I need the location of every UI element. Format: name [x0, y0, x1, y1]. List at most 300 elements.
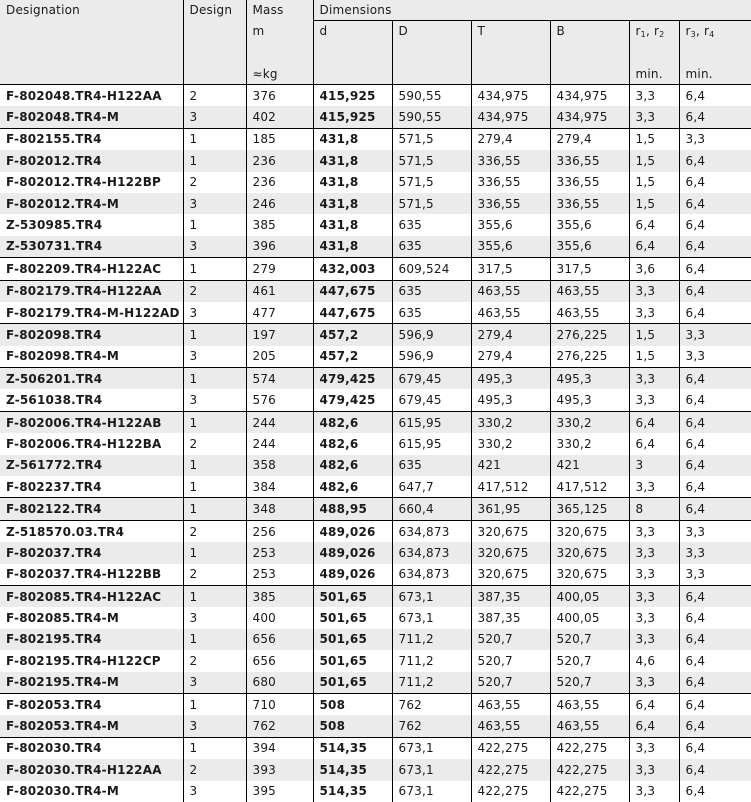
cell-designation: F-802085.TR4-H122AC: [0, 585, 183, 607]
cell-B: 336,55: [550, 150, 629, 171]
cell-designation: F-802237.TR4: [0, 476, 183, 498]
cell-r1-r2: 3,3: [629, 302, 679, 324]
cell-design: 2: [183, 85, 246, 107]
cell-designation: F-802085.TR4-M: [6, 611, 119, 626]
cell-designation: F-802006.TR4-H122AB: [0, 411, 183, 433]
cell-r1-r2: 3,3: [629, 476, 679, 498]
cell-r3-r4: 6,4: [679, 585, 751, 607]
header-D: D: [392, 21, 471, 42]
cell-d: 514,35: [313, 737, 392, 759]
cell-T: 355,6: [471, 236, 550, 258]
cell-design: 2: [183, 650, 246, 671]
header-r3-r4: $r_3$, $r_4$: [679, 21, 751, 42]
cell-T: 279,4: [471, 128, 550, 150]
cell-designation: Z-518570.03.TR4: [6, 524, 125, 539]
cell-design: 3: [183, 781, 246, 802]
cell-mass: 396: [246, 236, 313, 258]
cell-B: 463,55: [550, 302, 629, 324]
cell-T: 355,6: [471, 214, 550, 235]
cell-designation: F-802122.TR4: [0, 498, 183, 520]
cell-D: 762: [392, 693, 471, 715]
cell-r1-r2: 8: [629, 498, 679, 520]
cell-d: 489,026: [313, 520, 392, 542]
cell-B: 422,275: [550, 759, 629, 780]
cell-D: 673,1: [392, 607, 471, 628]
table-body: [0, 85, 751, 802]
cell-mass: 205: [246, 346, 313, 368]
cell-D: 711,2: [392, 672, 471, 694]
table-row: [0, 607, 751, 628]
cell-r1-r2: 1,5: [629, 346, 679, 368]
table-row: [0, 715, 751, 737]
cell-r3-r4: 6,4: [679, 781, 751, 802]
cell-r1-r2: 6,4: [629, 411, 679, 433]
cell-mass: 385: [246, 214, 313, 235]
cell-d: 447,675: [313, 280, 392, 302]
cell-design: 1: [183, 585, 246, 607]
table-row: [0, 498, 751, 520]
cell-B: 434,975: [550, 85, 629, 107]
table-row: [0, 236, 751, 258]
table-row: [0, 346, 751, 368]
cell-d: 514,35: [313, 759, 392, 780]
cell-designation: F-802037.TR4: [0, 542, 183, 563]
cell-D: 673,1: [392, 737, 471, 759]
cell-r1-r2: 6,4: [629, 715, 679, 737]
cell-design: 3: [183, 106, 246, 128]
cell-d: 457,2: [313, 346, 392, 368]
cell-designation: F-802012.TR4-M: [0, 193, 183, 214]
cell-r3-r4: 3,3: [679, 542, 751, 563]
cell-r3-r4: 6,4: [679, 258, 751, 280]
cell-B: 336,55: [550, 172, 629, 193]
cell-r3-r4: 6,4: [679, 106, 751, 128]
table-row: [0, 542, 751, 563]
cell-design: 1: [183, 368, 246, 390]
cell-design: 3: [183, 236, 246, 258]
cell-mass: 244: [246, 433, 313, 454]
table-row: [0, 150, 751, 171]
cell-design: 2: [183, 280, 246, 302]
cell-D: 609,524: [392, 258, 471, 280]
cell-mass: 710: [246, 693, 313, 715]
cell-B: 495,3: [550, 368, 629, 390]
cell-design: 3: [183, 346, 246, 368]
cell-designation: F-802030.TR4: [6, 741, 102, 756]
table-header: [0, 0, 751, 85]
cell-r3-r4: 6,4: [679, 214, 751, 235]
header-B: B: [550, 21, 629, 42]
cell-r1-r2: 3,3: [629, 520, 679, 542]
cell-d: 415,925: [313, 106, 392, 128]
cell-B: 320,675: [550, 520, 629, 542]
cell-D: 635: [392, 280, 471, 302]
cell-r3-r4: 6,4: [679, 389, 751, 411]
cell-r1-r2: 1,5: [629, 324, 679, 346]
cell-B: 434,975: [550, 106, 629, 128]
header-mass: Mass: [246, 0, 313, 21]
table-row: [0, 128, 751, 150]
cell-D: 596,9: [392, 346, 471, 368]
cell-design: 1: [183, 150, 246, 171]
cell-r3-r4: 6,4: [679, 629, 751, 650]
cell-B: 330,2: [550, 411, 629, 433]
header-T: T: [471, 21, 550, 42]
cell-d: 508: [313, 715, 392, 737]
cell-B: 365,125: [550, 498, 629, 520]
cell-r1-r2: 3,3: [629, 672, 679, 694]
cell-r3-r4: 6,4: [679, 85, 751, 107]
table-row: [0, 368, 751, 390]
cell-T: 520,7: [471, 629, 550, 650]
cell-r1-r2: 3,3: [629, 542, 679, 563]
cell-r1-r2: 3,3: [629, 737, 679, 759]
cell-designation: Z-506201.TR4: [0, 368, 183, 390]
header-r1-r2: $r_1$, $r_2$: [629, 21, 679, 42]
cell-designation: Z-561038.TR4: [0, 389, 183, 411]
cell-designation: F-802048.TR4-M: [0, 106, 183, 128]
header-r34-unit: min.: [679, 65, 751, 85]
cell-T: 520,7: [471, 650, 550, 671]
cell-T: 495,3: [471, 368, 550, 390]
cell-d: 501,65: [313, 607, 392, 628]
cell-designation: F-802195.TR4: [0, 629, 183, 650]
cell-B: 355,6: [550, 236, 629, 258]
cell-D: 571,5: [392, 150, 471, 171]
cell-design: 1: [183, 214, 246, 235]
table-row: [0, 85, 751, 107]
table-row: [0, 389, 751, 411]
cell-r1-r2: 3,3: [629, 607, 679, 628]
cell-design: 1: [183, 476, 246, 498]
cell-mass: 395: [246, 781, 313, 802]
cell-D: 635: [392, 455, 471, 476]
cell-mass: 358: [246, 455, 313, 476]
cell-T: 330,2: [471, 411, 550, 433]
header-design-cont: [183, 21, 246, 42]
cell-r3-r4: 6,4: [679, 411, 751, 433]
cell-r3-r4: 6,4: [679, 476, 751, 498]
cell-mass: 376: [246, 85, 313, 107]
table-row: [0, 433, 751, 454]
cell-D: 660,4: [392, 498, 471, 520]
cell-r1-r2: 1,5: [629, 193, 679, 214]
cell-mass: 385: [246, 585, 313, 607]
table-row: [0, 520, 751, 542]
cell-D: 679,45: [392, 368, 471, 390]
cell-d: 514,35: [313, 781, 392, 802]
cell-d: 415,925: [313, 85, 392, 107]
cell-D: 571,5: [392, 193, 471, 214]
cell-d: 482,6: [313, 433, 392, 454]
cell-mass: 393: [246, 759, 313, 780]
cell-design: 2: [183, 172, 246, 193]
table-row: [0, 411, 751, 433]
cell-d: 501,65: [313, 629, 392, 650]
table-row: [0, 737, 751, 759]
cell-d: 508: [313, 693, 392, 715]
cell-design: 3: [183, 672, 246, 694]
cell-designation: Z-561772.TR4: [0, 455, 183, 476]
cell-mass: 256: [246, 520, 313, 542]
cell-T: 422,275: [471, 781, 550, 802]
cell-D: 635: [392, 214, 471, 235]
cell-T: 463,55: [471, 280, 550, 302]
cell-r1-r2: 3,3: [629, 85, 679, 107]
cell-designation: F-802037.TR4-H122BB: [0, 564, 183, 586]
cell-r3-r4: 6,4: [679, 498, 751, 520]
cell-B: 400,05: [550, 585, 629, 607]
cell-D: 679,45: [392, 389, 471, 411]
cell-mass: 279: [246, 258, 313, 280]
cell-d: 482,6: [313, 411, 392, 433]
cell-d: 482,6: [313, 455, 392, 476]
table-row: [0, 455, 751, 476]
cell-T: 279,4: [471, 324, 550, 346]
cell-r3-r4: 6,4: [679, 672, 751, 694]
cell-design: 1: [183, 693, 246, 715]
cell-mass: 253: [246, 542, 313, 563]
cell-T: 317,5: [471, 258, 550, 280]
cell-design: 3: [183, 302, 246, 324]
cell-T: 434,975: [471, 85, 550, 107]
table-row: [0, 106, 751, 128]
cell-mass: 236: [246, 150, 313, 171]
cell-r3-r4: 3,3: [679, 128, 751, 150]
cell-D: 635: [392, 236, 471, 258]
cell-r1-r2: 6,4: [629, 236, 679, 258]
cell-T: 320,675: [471, 520, 550, 542]
cell-T: 421: [471, 455, 550, 476]
cell-designation: F-802012.TR4-H122BP: [6, 175, 162, 190]
header-designation-cont: [0, 21, 183, 42]
cell-mass: 461: [246, 280, 313, 302]
cell-design: 2: [183, 759, 246, 780]
cell-D: 634,873: [392, 564, 471, 586]
cell-T: 330,2: [471, 433, 550, 454]
cell-B: 422,275: [550, 781, 629, 802]
cell-D: 634,873: [392, 520, 471, 542]
cell-D: 673,1: [392, 759, 471, 780]
header-dimensions: Dimensions: [313, 0, 679, 21]
cell-r1-r2: 1,5: [629, 150, 679, 171]
cell-r3-r4: 6,4: [679, 193, 751, 214]
cell-T: 279,4: [471, 346, 550, 368]
cell-d: 431,8: [313, 236, 392, 258]
cell-r3-r4: 6,4: [679, 455, 751, 476]
cell-r1-r2: 3,3: [629, 106, 679, 128]
cell-T: 463,55: [471, 715, 550, 737]
cell-designation: F-802098.TR4-M: [0, 346, 183, 368]
cell-designation: F-802053.TR4: [6, 697, 102, 712]
cell-mass: 574: [246, 368, 313, 390]
cell-D: 571,5: [392, 128, 471, 150]
header-r12-unit: min.: [629, 65, 679, 85]
header-d: d: [313, 21, 392, 42]
cell-mass: 394: [246, 737, 313, 759]
cell-T: 463,55: [471, 302, 550, 324]
cell-mass: 246: [246, 193, 313, 214]
table-row: [0, 324, 751, 346]
cell-d: 489,026: [313, 542, 392, 563]
cell-d: 431,8: [313, 128, 392, 150]
cell-T: 417,512: [471, 476, 550, 498]
cell-design: 2: [183, 564, 246, 586]
cell-B: 320,675: [550, 542, 629, 563]
cell-d: 479,425: [313, 389, 392, 411]
cell-r3-r4: 6,4: [679, 693, 751, 715]
cell-D: 615,95: [392, 411, 471, 433]
cell-B: 330,2: [550, 433, 629, 454]
cell-r3-r4: 6,4: [679, 302, 751, 324]
cell-r3-r4: 3,3: [679, 564, 751, 586]
cell-designation: F-802195.TR4-H122CP: [6, 653, 161, 668]
cell-d: 501,65: [313, 585, 392, 607]
table-row: [0, 650, 751, 671]
cell-design: 1: [183, 258, 246, 280]
cell-D: 635: [392, 302, 471, 324]
cell-T: 387,35: [471, 607, 550, 628]
cell-T: 320,675: [471, 564, 550, 586]
cell-D: 615,95: [392, 433, 471, 454]
cell-d: 488,95: [313, 498, 392, 520]
cell-B: 520,7: [550, 650, 629, 671]
table-row: [0, 476, 751, 498]
cell-r3-r4: 6,4: [679, 759, 751, 780]
cell-r3-r4: 6,4: [679, 280, 751, 302]
cell-r3-r4: 6,4: [679, 368, 751, 390]
cell-designation: F-802030.TR4-M: [6, 784, 119, 799]
cell-designation: F-802048.TR4-H122AA: [6, 88, 162, 103]
cell-designation: F-802179.TR4-H122AA: [0, 280, 183, 302]
cell-mass: 680: [246, 672, 313, 694]
cell-B: 355,6: [550, 214, 629, 235]
cell-D: 673,1: [392, 585, 471, 607]
cell-r3-r4: 6,4: [679, 715, 751, 737]
cell-design: 1: [183, 498, 246, 520]
header-designation: Designation: [0, 0, 183, 21]
cell-r1-r2: 3,3: [629, 389, 679, 411]
cell-mass: 185: [246, 128, 313, 150]
table-row: [0, 193, 751, 214]
cell-T: 422,275: [471, 737, 550, 759]
cell-r1-r2: 3,3: [629, 564, 679, 586]
cell-r3-r4: 6,4: [679, 650, 751, 671]
cell-r3-r4: 6,4: [679, 607, 751, 628]
cell-mass: 477: [246, 302, 313, 324]
cell-T: 520,7: [471, 672, 550, 694]
cell-T: 320,675: [471, 542, 550, 563]
table-row: [0, 280, 751, 302]
table-row: [0, 781, 751, 802]
cell-mass: 348: [246, 498, 313, 520]
cell-B: 276,225: [550, 346, 629, 368]
cell-D: 634,873: [392, 542, 471, 563]
cell-D: 590,55: [392, 106, 471, 128]
cell-D: 647,7: [392, 476, 471, 498]
cell-mass: 762: [246, 715, 313, 737]
cell-r1-r2: 3,3: [629, 368, 679, 390]
cell-mass: 197: [246, 324, 313, 346]
cell-B: 463,55: [550, 715, 629, 737]
cell-B: 336,55: [550, 193, 629, 214]
cell-r1-r2: 6,4: [629, 214, 679, 235]
cell-B: 421: [550, 455, 629, 476]
cell-designation: F-802195.TR4-M: [0, 672, 183, 694]
table-row: [0, 172, 751, 193]
cell-mass: 253: [246, 564, 313, 586]
cell-D: 711,2: [392, 629, 471, 650]
cell-design: 1: [183, 411, 246, 433]
cell-d: 501,65: [313, 672, 392, 694]
cell-design: 1: [183, 324, 246, 346]
cell-d: 489,026: [313, 564, 392, 586]
cell-T: 387,35: [471, 585, 550, 607]
cell-B: 463,55: [550, 280, 629, 302]
cell-design: 3: [183, 715, 246, 737]
cell-B: 276,225: [550, 324, 629, 346]
table-row: [0, 258, 751, 280]
cell-designation: F-802155.TR4: [6, 132, 102, 147]
cell-r3-r4: 3,3: [679, 520, 751, 542]
cell-B: 320,675: [550, 564, 629, 586]
cell-B: 422,275: [550, 737, 629, 759]
cell-design: 1: [183, 737, 246, 759]
cell-r3-r4: 6,4: [679, 236, 751, 258]
cell-r1-r2: 6,4: [629, 433, 679, 454]
cell-design: 2: [183, 520, 246, 542]
table-row: [0, 302, 751, 324]
cell-designation: F-802053.TR4-M: [0, 715, 183, 737]
cell-d: 431,8: [313, 172, 392, 193]
cell-d: 479,425: [313, 368, 392, 390]
cell-r3-r4: 6,4: [679, 172, 751, 193]
cell-T: 495,3: [471, 389, 550, 411]
cell-r3-r4: 6,4: [679, 737, 751, 759]
cell-B: 520,7: [550, 672, 629, 694]
header-mass-unit: ≈kg: [246, 65, 313, 85]
cell-r1-r2: 3,3: [629, 759, 679, 780]
cell-r1-r2: 3: [629, 455, 679, 476]
cell-design: 3: [183, 389, 246, 411]
cell-design: 3: [183, 193, 246, 214]
table-row: [0, 564, 751, 586]
cell-mass: 400: [246, 607, 313, 628]
cell-B: 317,5: [550, 258, 629, 280]
cell-designation: F-802098.TR4: [0, 324, 183, 346]
cell-T: 361,95: [471, 498, 550, 520]
cell-T: 336,55: [471, 193, 550, 214]
cell-mass: 656: [246, 650, 313, 671]
cell-D: 571,5: [392, 172, 471, 193]
cell-designation: F-802030.TR4-H122AA: [0, 759, 183, 780]
cell-r1-r2: 1,5: [629, 128, 679, 150]
cell-B: 495,3: [550, 389, 629, 411]
cell-design: 1: [183, 128, 246, 150]
header-design: Design: [183, 0, 246, 21]
cell-d: 431,8: [313, 214, 392, 235]
cell-D: 673,1: [392, 781, 471, 802]
cell-d: 482,6: [313, 476, 392, 498]
cell-D: 590,55: [392, 85, 471, 107]
cell-r1-r2: 3,3: [629, 629, 679, 650]
table-row: [0, 672, 751, 694]
cell-designation: Z-530731.TR4: [0, 236, 183, 258]
cell-designation: F-802179.TR4-M-H122AD: [0, 302, 183, 324]
cell-designation: Z-530985.TR4: [6, 218, 103, 233]
cell-mass: 236: [246, 172, 313, 193]
cell-D: 762: [392, 715, 471, 737]
